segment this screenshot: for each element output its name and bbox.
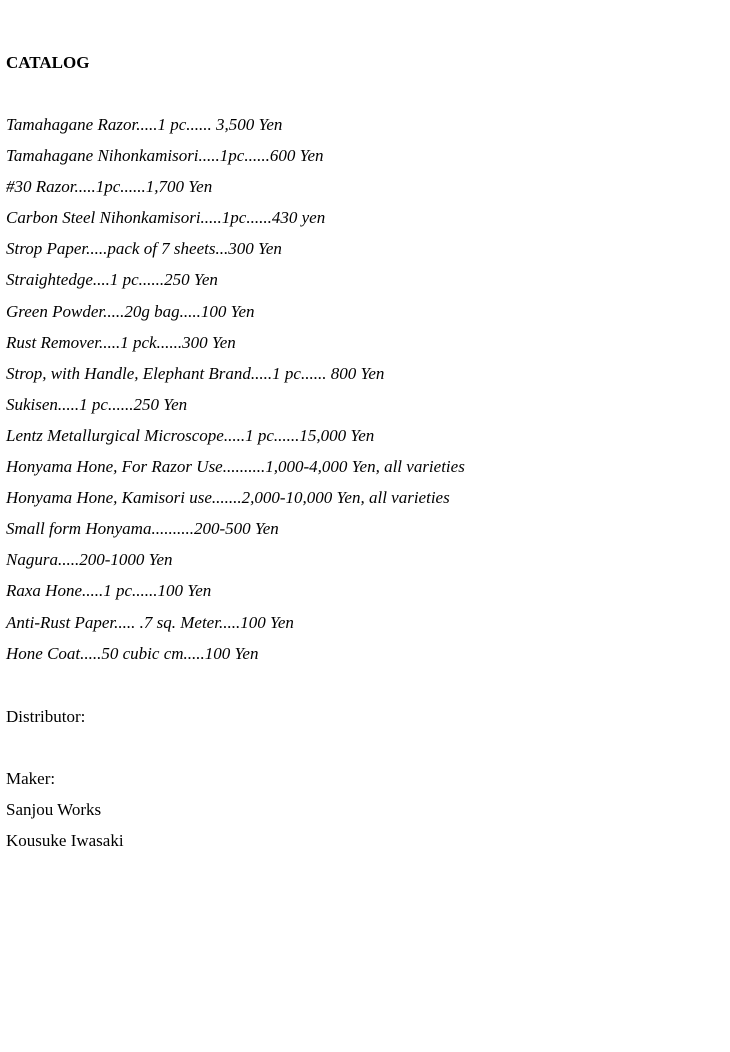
catalog-item: Sukisen.....1 pc......250 Yen: [6, 394, 188, 414]
catalog-item: Anti-Rust Paper..... .7 sq. Meter.....100 Yen: [6, 612, 294, 632]
catalog-item: Carbon Steel Nihonkamisori.....1pc......430 yen: [6, 208, 326, 228]
catalog-item: Small form Honyama..........200-500 Yen: [6, 519, 279, 539]
catalog-item: Tamahagane Nihonkamisori.....1pc......600 Yen: [6, 146, 324, 166]
distributor-label: Distributor:: [6, 707, 86, 726]
catalog-item: Strop Paper.....pack of 7 sheets...300 Yen: [6, 239, 282, 259]
catalog-item: Green Powder.....20g bag.....100 Yen: [6, 301, 255, 321]
catalog-item: Tamahagane Razor.....1 pc...... 3,500 Yen: [6, 115, 283, 134]
catalog-item: Straightedge....1 pc......250 Yen: [6, 270, 218, 290]
catalog-item: Nagura.....200-1000 Yen: [6, 550, 173, 570]
catalog-item: Rust Remover.....1 pck......300 Yen: [6, 332, 236, 352]
catalog-title: CATALOG: [6, 53, 90, 72]
catalog-item: Honyama Hone, Kamisori use.......2,000-10,000 Yen, all varieties: [6, 488, 450, 508]
catalog-item: Strop, with Handle, Elephant Brand.....1 pc...... 800 Yen: [6, 363, 385, 383]
maker-person: Kousuke Iwasaki: [6, 831, 124, 850]
maker-label: Maker:: [6, 769, 56, 788]
maker-name: Sanjou Works: [6, 800, 102, 819]
catalog-item: Raxa Hone.....1 pc......100 Yen: [6, 581, 212, 601]
catalog-item: Lentz Metallurgical Microscope.....1 pc......15,000 Yen: [6, 425, 375, 445]
catalog-item-list: [6, 114, 465, 674]
catalog-item: Hone Coat.....50 cubic cm.....100 Yen: [6, 643, 259, 663]
catalog-item: #30 Razor.....1pc......1,700 Yen: [6, 177, 213, 197]
catalog-item: Honyama Hone, For Razor Use..........1,000-4,000 Yen, all varieties: [6, 457, 465, 477]
